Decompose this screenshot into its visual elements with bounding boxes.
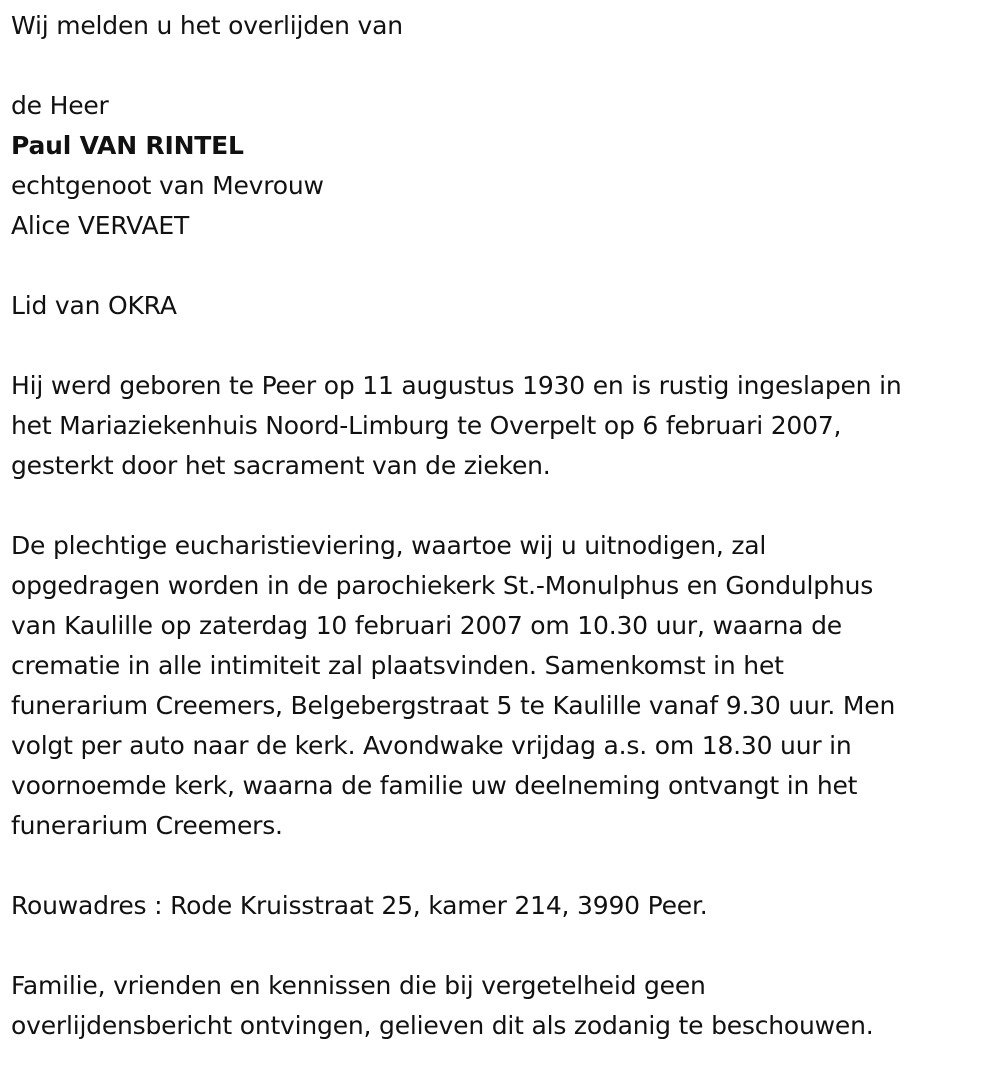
paragraph-line: overlijdensbericht ontvingen, gelieven dit als zodanig te beschouwen.	[11, 1011, 874, 1040]
paragraph-line: gesterkt door het sacrament van de zieken.	[11, 451, 551, 480]
mourning-address: Rouwadres : Rode Kruisstraat 25, kamer 214, 3990 Peer.	[11, 891, 708, 920]
paragraph-line: crematie in alle intimiteit zal plaatsvinden. Samenkomst in het	[11, 651, 784, 680]
intro-block	[11, 6, 996, 46]
spouse-line-2: Alice VERVAET	[11, 211, 190, 240]
salutation: de Heer	[11, 91, 109, 120]
paragraph-line: De plechtige eucharistieviering, waartoe wij u uitnodigen, zal	[11, 531, 767, 560]
deceased-block	[11, 86, 996, 246]
closing-paragraph	[11, 966, 996, 1046]
address-block	[11, 886, 996, 926]
death-notice	[11, 0, 996, 1046]
membership-text: Lid van OKRA	[11, 291, 177, 320]
paragraph-line: het Mariaziekenhuis Noord-Limburg te Overpelt op 6 februari 2007,	[11, 411, 842, 440]
paragraph-line: funerarium Creemers, Belgebergstraat 5 te Kaulille vanaf 9.30 uur. Men	[11, 691, 896, 720]
intro-text: Wij melden u het overlijden van	[11, 11, 403, 40]
paragraph-line: funerarium Creemers.	[11, 811, 283, 840]
membership-block	[11, 286, 996, 326]
paragraph-line: opgedragen worden in de parochiekerk St.-Monulphus en Gondulphus	[11, 571, 874, 600]
funeral-paragraph	[11, 526, 996, 846]
paragraph-line: van Kaulille op zaterdag 10 februari 2007 om 10.30 uur, waarna de	[11, 611, 842, 640]
paragraph-line: volgt per auto naar de kerk. Avondwake vrijdag a.s. om 18.30 uur in	[11, 731, 852, 760]
spouse-line-1: echtgenoot van Mevrouw	[11, 171, 324, 200]
paragraph-line: Hij werd geboren te Peer op 11 augustus 1930 en is rustig ingeslapen in	[11, 371, 902, 400]
birth-paragraph	[11, 366, 996, 486]
paragraph-line: voornoemde kerk, waarna de familie uw deelneming ontvangt in het	[11, 771, 858, 800]
paragraph-line: Familie, vrienden en kennissen die bij vergetelheid geen	[11, 971, 706, 1000]
deceased-name: Paul VAN RINTEL	[11, 131, 244, 160]
